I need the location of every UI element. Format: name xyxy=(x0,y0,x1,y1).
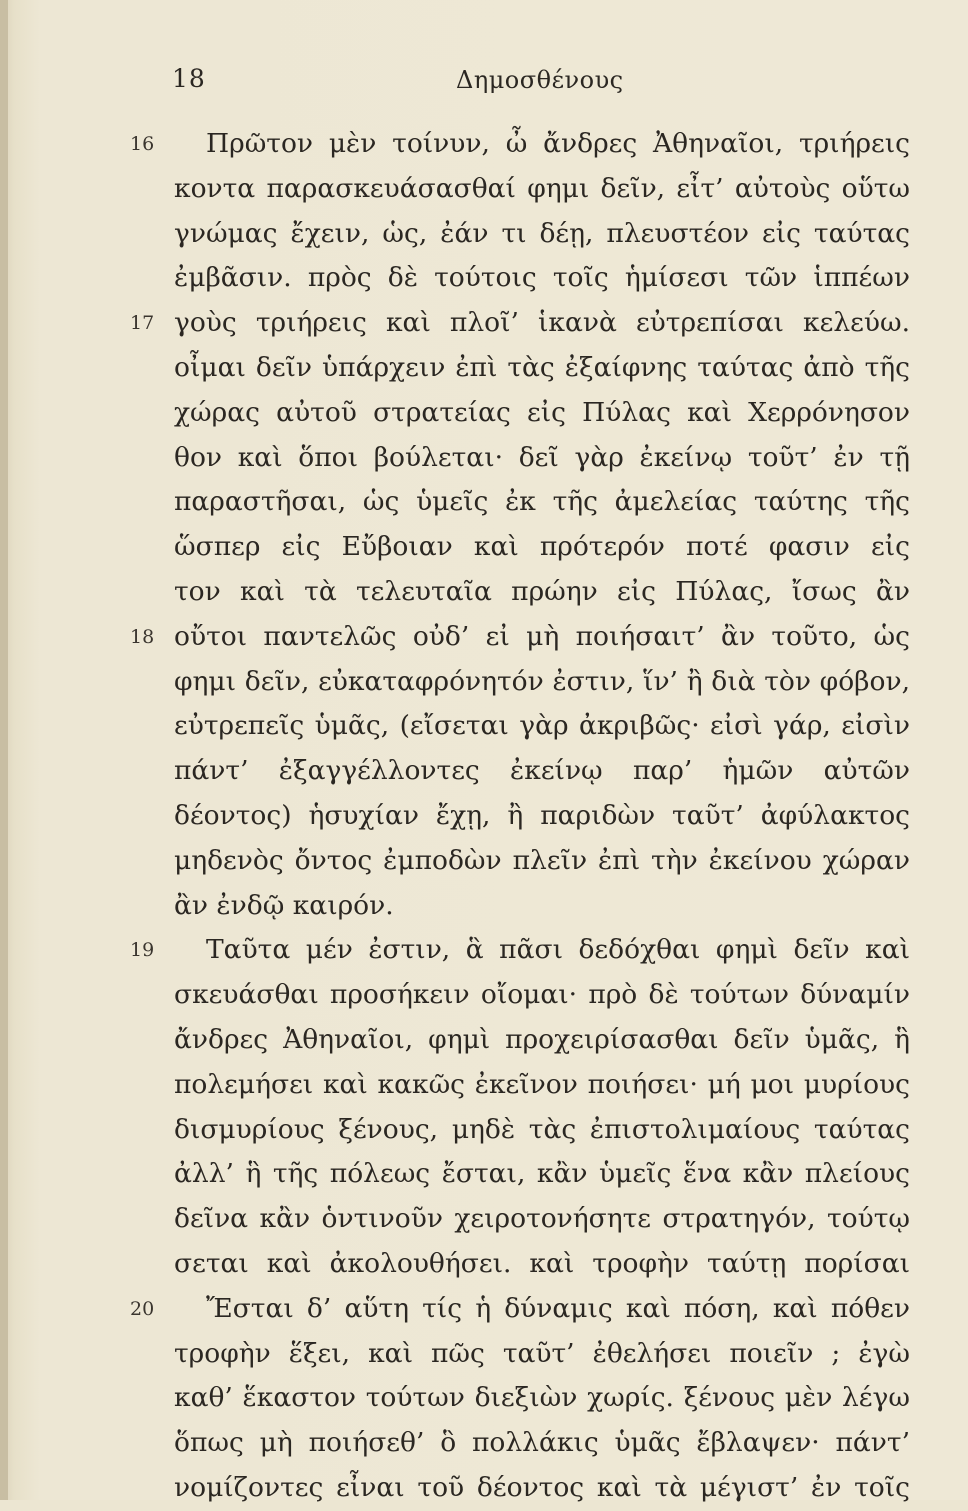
line-text: τον καὶ τὰ τελευταῖα πρώην εἰς Πύλας, ἴσως ἂν xyxy=(174,575,910,607)
text-line xyxy=(130,884,910,929)
text-line xyxy=(130,570,910,615)
line-text: πολεμήσει καὶ κακῶς ἐκεῖνον ποιήσει· μή μοι μυρίους xyxy=(174,1068,910,1100)
text-line xyxy=(130,1332,910,1377)
line-text: πάντ’ ἐξαγγέλλοντες ἐκείνῳ παρ’ ἡμῶν αὐτῶν xyxy=(174,755,910,787)
line-text: τροφὴν ἕξει, καὶ πῶς ταῦτ’ ἐθελήσει ποιεῖν ; ἐγὼ xyxy=(174,1337,910,1369)
text-line xyxy=(130,1197,910,1242)
text-line xyxy=(130,928,910,973)
text-line xyxy=(130,167,910,212)
text-line xyxy=(130,525,910,570)
text-line xyxy=(130,1242,910,1287)
text-line xyxy=(130,1152,910,1197)
line-text: παραστῆσαι, ὡς ὑμεῖς ἐκ τῆς ἀμελείας ταύτης τῆς xyxy=(174,486,910,518)
line-text: ἂν ἐνδῷ καιρόν. xyxy=(174,889,394,921)
body-text xyxy=(130,122,910,1511)
line-text: οἶμαι δεῖν ὑπάρχειν ἐπὶ τὰς ἐξαίφνης ταύτας ἀπὸ τῆς xyxy=(174,351,910,383)
text-line xyxy=(130,1108,910,1153)
page-header xyxy=(0,62,968,102)
line-text: καθ’ ἕκαστον τούτων διεξιὼν χωρίς. ξένους μὲν λέγω xyxy=(174,1382,910,1414)
line-text: γνώμας ἔχειν, ὡς, ἐάν τι δέῃ, πλευστέον εἰς ταύτας xyxy=(174,217,910,249)
line-text: οὔτοι παντελῶς οὐδ’ εἰ μὴ ποιήσαιτ’ ἂν τοῦτο, ὡς xyxy=(174,620,910,652)
text-line xyxy=(130,391,910,436)
line-text: Πρῶτον μὲν τοίνυν, ὦ ἄνδρες Ἀθηναῖοι, τριήρεις xyxy=(206,128,910,159)
line-text: θον καὶ ὅποι βούλεται· δεῖ γὰρ ἐκείνῳ τοῦτ’ ἐν τῇ xyxy=(174,441,910,473)
line-text: σκευάσθαι προσήκειν οἴομαι· πρὸ δὲ τούτων δύναμίν xyxy=(174,979,910,1011)
text-line xyxy=(130,480,910,525)
line-text: ἀλλ’ ἣ τῆς πόλεως ἔσται, κἂν ὑμεῖς ἕνα κἂν πλείους xyxy=(174,1158,910,1190)
text-line xyxy=(130,256,910,301)
line-text: νομίζοντες εἶναι τοῦ δέοντος καὶ τὰ μέγιστ’ ἐν τοῖς xyxy=(174,1471,910,1503)
line-text: εὐτρεπεῖς ὑμᾶς, (εἴσεται γὰρ ἀκριβῶς· εἰσὶ γάρ, εἰσὶν xyxy=(174,710,910,742)
text-line xyxy=(130,346,910,391)
section-number: 18 xyxy=(130,625,155,648)
line-text: μηδενὸς ὄντος ἐμποδὼν πλεῖν ἐπὶ τὴν ἐκείνου χώραν xyxy=(174,844,910,876)
text-line xyxy=(130,749,910,794)
text-line xyxy=(130,1018,910,1063)
text-line xyxy=(130,794,910,839)
line-text: ἐμβᾶσιν. πρὸς δὲ τούτοις τοῖς ἡμίσεσι τῶν ἱππέων xyxy=(174,262,910,294)
text-line xyxy=(130,839,910,884)
text-line xyxy=(130,1421,910,1466)
text-line xyxy=(130,660,910,705)
line-text: δισμυρίους ξένους, μηδὲ τὰς ἐπιστολιμαίους ταύτας xyxy=(174,1113,910,1145)
running-head: Δημοσθένους xyxy=(456,66,624,94)
section-number: 19 xyxy=(130,939,155,962)
line-text: κοντα παρασκευάσασθαί φημι δεῖν, εἶτ’ αὐτοὺς οὕτω xyxy=(174,172,910,204)
line-text: Ἔσται δ’ αὕτη τίς ἡ δύναμις καὶ πόση, καὶ πόθεν xyxy=(206,1292,910,1324)
text-line xyxy=(130,1376,910,1421)
line-text: σεται καὶ ἀκολουθήσει. καὶ τροφὴν ταύτῃ πορίσαι xyxy=(174,1247,910,1279)
text-line xyxy=(130,973,910,1018)
text-line xyxy=(130,1063,910,1108)
text-line xyxy=(130,704,910,749)
section-number: 16 xyxy=(130,133,155,155)
line-text: ὥσπερ εἰς Εὔβοιαν καὶ πρότερόν ποτέ φασιν εἰς xyxy=(174,531,910,563)
text-line xyxy=(130,301,910,346)
section-number: 20 xyxy=(130,1297,155,1320)
line-text: ἄνδρες Ἀθηναῖοι, φημὶ προχειρίσασθαι δεῖν ὑμᾶς, ἣ xyxy=(174,1023,910,1055)
line-text: χώρας αὐτοῦ στρατείας εἰς Πύλας καὶ Χερρόνησον xyxy=(174,396,910,428)
section-number: 17 xyxy=(130,312,155,335)
text-line xyxy=(130,615,910,660)
text-line xyxy=(130,1466,910,1511)
text-line xyxy=(130,436,910,481)
text-line xyxy=(130,1287,910,1332)
line-text: δεῖνα κἂν ὁντινοῦν χειροτονήσητε στρατηγόν, τούτῳ xyxy=(174,1203,910,1235)
page-number: 18 xyxy=(172,64,206,93)
line-text: δέοντος) ἡσυχίαν ἔχῃ, ἢ παριδὼν ταῦτ’ ἀφύλακτος xyxy=(174,799,910,831)
line-text: ὅπως μὴ ποιήσεθ’ ὃ πολλάκις ὑμᾶς ἔβλαψεν· πάντ’ xyxy=(174,1427,910,1459)
text-line xyxy=(130,212,910,257)
line-text: Ταῦτα μέν ἐστιν, ἃ πᾶσι δεδόχθαι φημὶ δεῖν καὶ xyxy=(206,934,910,966)
page-spine-shadow xyxy=(0,0,8,1500)
text-line xyxy=(130,122,910,167)
line-text: φημι δεῖν, εὐκαταφρόνητόν ἐστιν, ἵν’ ἢ διὰ τὸν φόβον, xyxy=(174,665,910,697)
line-text: γοὺς τριήρεις καὶ πλοῖ’ ἱκανὰ εὐτρεπίσαι κελεύω. xyxy=(174,307,910,339)
